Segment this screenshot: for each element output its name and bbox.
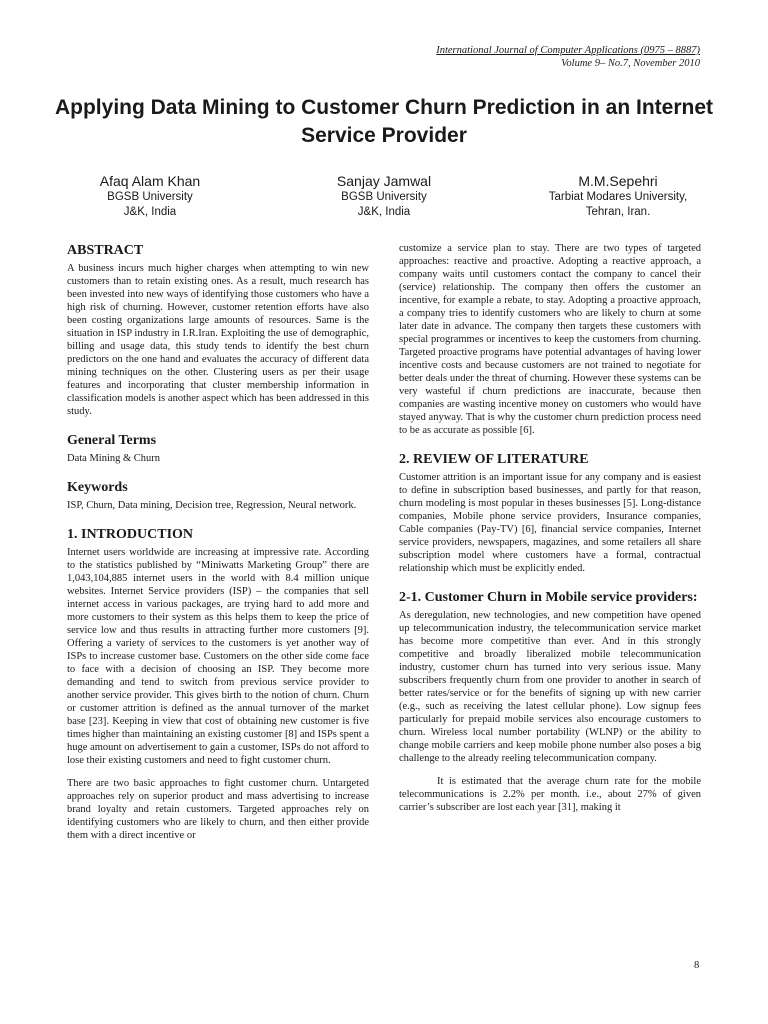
author-affiliation: BGSB University: [107, 191, 193, 203]
abstract-text: A business incurs much higher charges when attempting to win new customers than to retain existing ones. As a result, much research has been invested into new ways of identifying those customers who have a high risk of churning. However, customer retention efforts have also been costing organizations large amounts of resources. Same is the situation in ISP industry in I.R.Iran. Exploiting the use of demographic, billing and usage data, this study tends to identify the best churn predictors on the one hand and evaluates the accuracy of different data mining techniques on the other. Clustering users as per their usage features and incorporating that cluster membership information in classification models is another aspect which has been addressed in this study.: [67, 263, 369, 417]
abstract-heading: ABSTRACT: [67, 243, 144, 258]
journal-header: [436, 44, 700, 70]
author-2: [274, 172, 494, 220]
author-name: Afaq Alam Khan: [99, 173, 201, 189]
journal-volume: Volume 9– No.7, November 2010: [561, 58, 700, 69]
introduction-continued: customize a service plan to stay. There are two types of targeted approaches: reactive and proactive. Adopting a reactive approach, a company waits until customers contact the company to cancel their (service) relationship. The company then offers the customer an incentive, for example a rebate, to stay. Adopting a proactive approach, a company tries to identify customers who are likely to churn at some later date in advance. The company then targets these customers with special programmes or incentives to keep the customers from churning. Targeted proactive programs have potential advantages of having lower incentive costs and because customers are not trained to negotiate for better deals under the threat of churning. However these systems can be very wasteful if churn predictions are inaccurate, because then companies are wasting incentive money on customers who would have stayed anyway. That is why the customer churn prediction process need to be as accurate as possible [6].: [399, 243, 701, 436]
mobile-churn-heading: 2-1. Customer Churn in Mobile service providers:: [399, 590, 698, 605]
author-location: J&K, India: [123, 206, 177, 218]
author-block: [40, 172, 728, 220]
author-name: Sanjay Jamwal: [336, 173, 432, 189]
left-column: [67, 242, 369, 842]
author-name: M.M.Sepehri: [578, 173, 658, 189]
keywords-text: ISP, Churn, Data mining, Decision tree, Regression, Neural network.: [67, 500, 357, 511]
author-location: Tehran, Iran.: [585, 206, 651, 218]
page-number: 8: [694, 960, 700, 971]
introduction-paragraph-1: Internet users worldwide are increasing at impressive rate. According to the statistics published by “Miniwatts Marketing Group” there are 1,043,104,885 internet users in the world with 8.4 million unique websites. Internet Service providers (ISP) – the companies that sell internet access in various packages, are trying hard to add more and more customers to their system as this helps them to keep the price of service low and thus results in attracting further more customers [9]. Offering a variety of services to the customers is yet another way of ISPs to increase customer base. Customers on the other side come face to face with a decision of choosing an ISP. They become more demanding and tend to switch from previous service provider to another service provider. This gives birth to the notion of churn. Churn or customer attrition is defined as the annual turnover of the market base [23]. Keeping in view that cost of obtaining new customer is five times higher than maintaining an existing customer [8] and ISPs spent a huge amount on advertisement to gain a customer, ISPs do not afford to lose their existing customers and need to fight customer churn.: [67, 547, 369, 766]
mobile-churn-text: As deregulation, new technologies, and new competition have opened up telecommunication industry, the telecommunication service market has become more competitive than ever. And in this strongly competitive and broadly liberalized mobile telecommunication industry, customer churn has turned into very serious issue. Many subscribers frequently churn from one provider to another in search of better rates/service or for the benefits of signing up with new carrier (e.g., such as receiving the latest cellular phone). Low signup fees particularly for prepaid mobile services also encourage customers to churn. Wireless local number portability (WLNP) or the ability to change mobile carriers and keep mobile phone number also poses a big challenge to the already reeling telecommunication company.: [399, 610, 701, 764]
general-terms-text: Data Mining & Churn: [67, 453, 161, 464]
author-3: [508, 172, 728, 220]
general-terms-heading: General Terms: [67, 433, 157, 448]
introduction-heading: 1. INTRODUCTION: [67, 527, 194, 542]
right-column: [399, 242, 701, 814]
review-heading: 2. REVIEW OF LITERATURE: [399, 452, 589, 467]
introduction-paragraph-2: There are two basic approaches to fight customer churn. Untargeted approaches rely on superior product and mass advertising to increase brand loyalty and retain customers. Targeted approaches rely on identifying customers who are likely to churn, and then either provide them with a direct incentive or: [67, 778, 369, 841]
author-affiliation: BGSB University: [341, 191, 427, 203]
review-text: Customer attrition is an important issue for any company and is easiest to define in subscription based businesses, and partly for that reason, churn modeling is most popular in theses businesses [5]. Long-distance companies, Mobile phone service providers, Insurance companies, Cable companies (Pay-TV) [6], financial service companies, Internet service providers, newspapers, magazines, and some retailers all share subscription model where customers have a formal, contractual relationship which must be explicitly ended.: [399, 472, 701, 574]
author-location: J&K, India: [357, 206, 411, 218]
keywords-heading: Keywords: [67, 480, 128, 495]
author-affiliation: Tarbiat Modares University,: [548, 191, 688, 203]
author-1: [40, 172, 260, 220]
churn-estimate-text: It is estimated that the average churn rate for the mobile telecommunications is 2.2% per month. i.e., about 27% of given carrier’s subscriber are lost each year [31], making it: [399, 776, 701, 813]
journal-name: International Journal of Computer Applications (0975 – 8887): [436, 45, 700, 56]
paper-title: Applying Data Mining to Customer Churn Prediction in an Internet Service Provider: [54, 96, 713, 147]
